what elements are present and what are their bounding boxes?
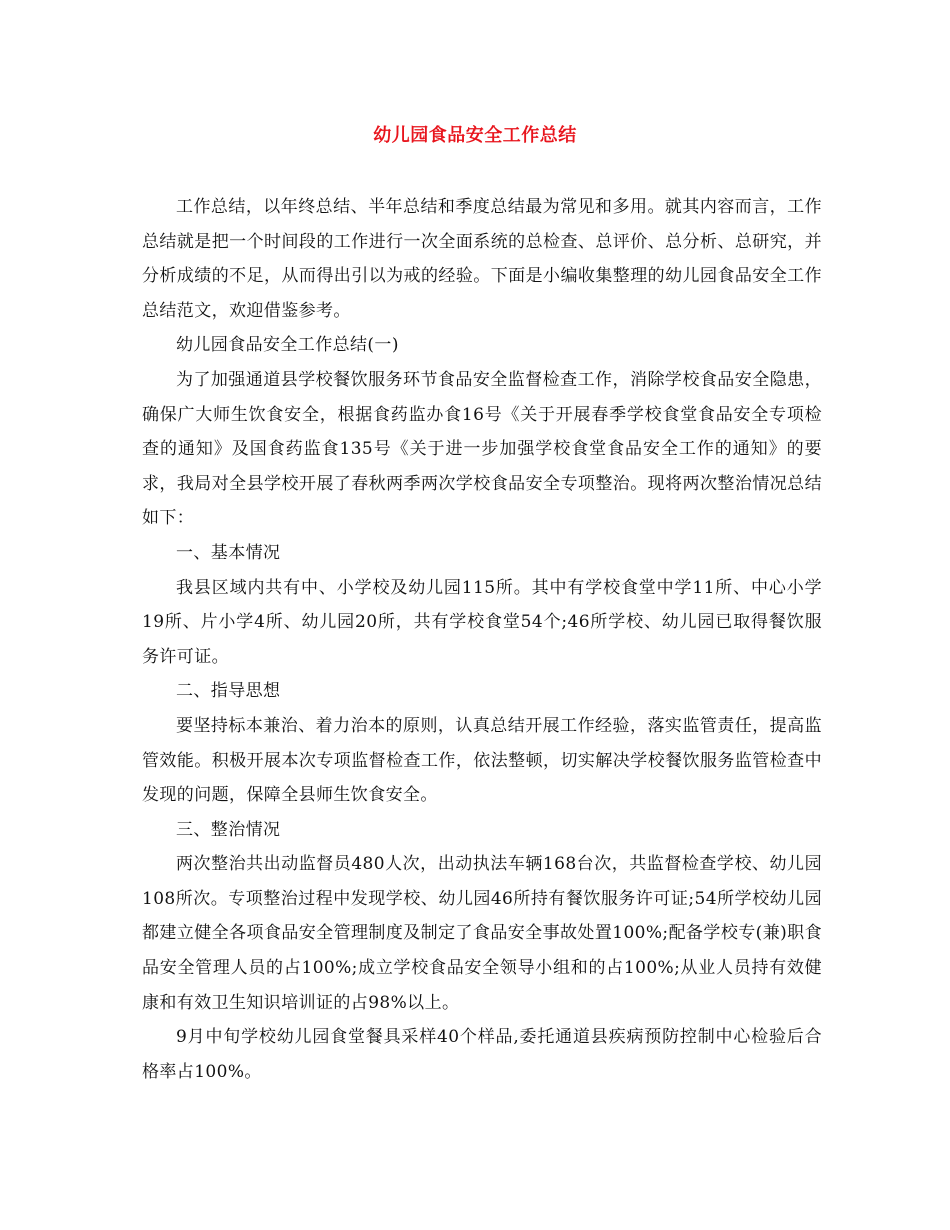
section-heading: 一、基本情况: [176, 542, 281, 563]
document-body: [142, 190, 822, 1089]
section-heading: 幼儿园食品安全工作总结(一): [176, 335, 399, 356]
body-paragraph: 要坚持标本兼治、着力治本的原则，认真总结开展工作经验，落实监管责任，提高监管效能。积极开展本次专项监督检查工作，依法整顿，切实解决学校餐饮服务监管检查中发现的问题，保障全县师生饮食安全。: [142, 715, 822, 806]
body-paragraph: 两次整治共出动监督员480人次，出动执法车辆168台次，共监督检查学校、幼儿园108所次。专项整治过程中发现学校、幼儿园46所持有餐饮服务许可证;54所学校幼儿园都建立健全各项食品安全管理制度及制定了食品安全事故处置100%;配备学校专(兼)职食品安全管理人员的占100%;成立学校食品安全领导小组和的占100%;从业人员持有效健康和有效卫生知识培训证的占98%以上。: [142, 854, 822, 1013]
body-paragraph: 为了加强通道县学校餐饮服务环节食品安全监督检查工作，消除学校食品安全隐患，确保广大师生饮食安全，根据食药监办食16号《关于开展春季学校食堂食品安全专项检查的通知》及国食药监食135号《关于进一步加强学校食堂食品安全工作的通知》的要求，我局对全县学校开展了春秋两季两次学校食品安全专项整治。现将两次整治情况总结如下：: [142, 369, 822, 529]
body-paragraph: 我县区域内共有中、小学校及幼儿园115所。其中有学校食堂中学11所、中心小学19所、片小学4所、幼儿园20所，共有学校食堂54个;46所学校、幼儿园已取得餐饮服务许可证。: [142, 577, 822, 667]
section-heading: 三、整治情况: [176, 819, 281, 840]
document-title: 幼儿园食品安全工作总结: [373, 125, 577, 146]
intro-paragraph: 工作总结，以年终总结、半年总结和季度总结最为常见和多用。就其内容而言，工作总结就是把一个时间段的工作进行一次全面系统的总检查、总评价、总分析、总研究，并分析成绩的不足，从而得出引以为戒的经验。下面是小编收集整理的幼儿园食品安全工作总结范文，欢迎借鉴参考。: [142, 197, 822, 321]
body-paragraph: 9月中旬学校幼儿园食堂餐具采样40个样品,委托通道县疾病预防控制中心检验后合格率占100%。: [142, 1027, 822, 1082]
section-heading: 二、指导思想: [176, 681, 281, 702]
